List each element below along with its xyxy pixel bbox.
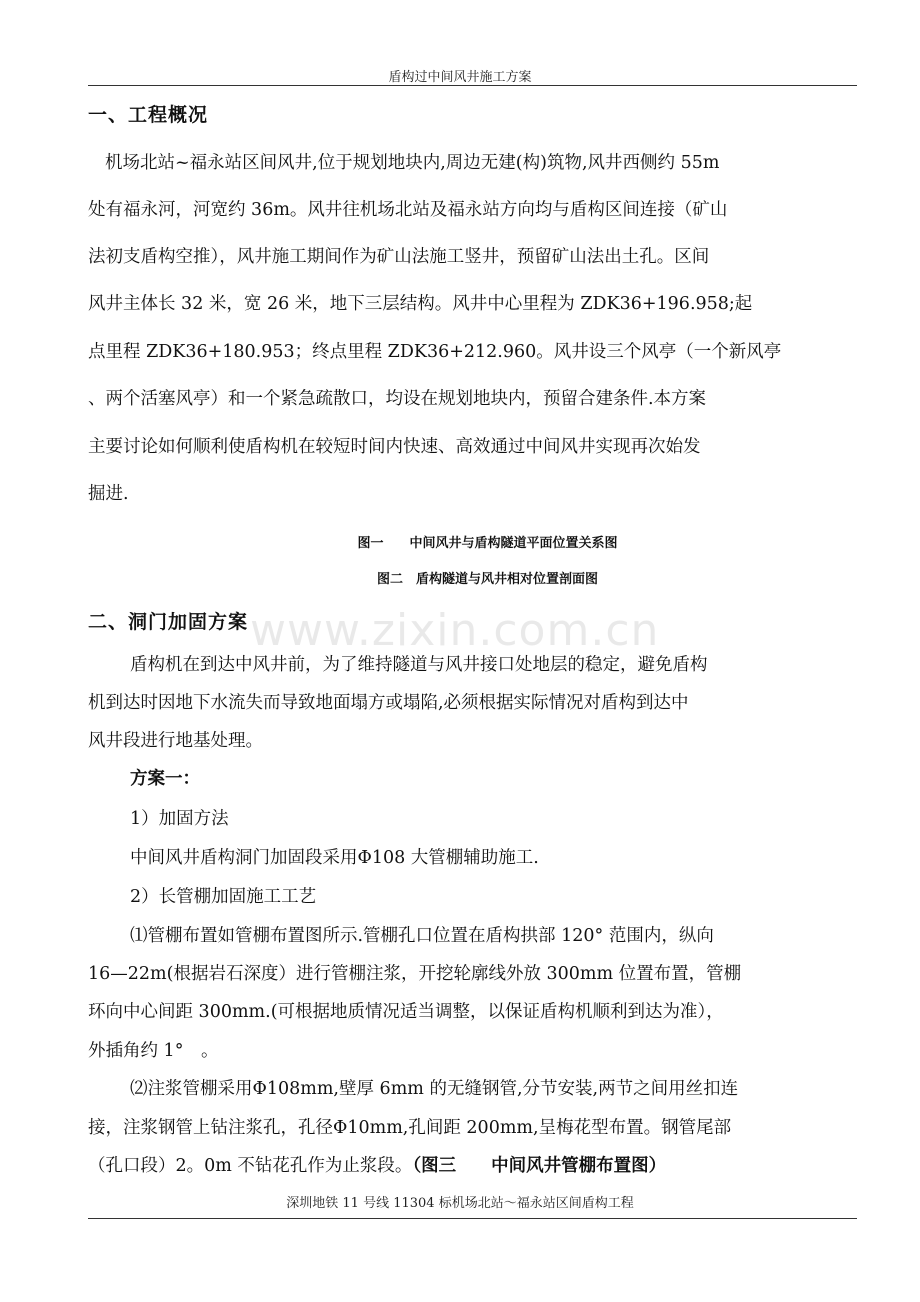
watermark: www.zixin.com.cn [250, 605, 660, 656]
process-p2-line: 接，注浆钢管上钻注浆孔，孔径Φ10mm,孔间距 200mm,呈梅花型布置。钢管尾部 [88, 1118, 732, 1138]
process-p2-text: （孔口段）2。0m 不钻花孔作为止浆段。 [88, 1156, 413, 1176]
section1-line: 风井主体长 32 米，宽 26 米，地下三层结构。风井中心里程为 ZDK36+196.958;起 [88, 294, 753, 314]
process-p1-line: ⑴管棚布置如管棚布置图所示.管棚孔口位置在盾构拱部 120° 范围内，纵向 [130, 926, 714, 946]
process-p2-last [88, 1158, 666, 1176]
section2-intro-line: 风井段进行地基处理。 [88, 731, 263, 751]
section2-heading: 二、洞门加固方案 [88, 611, 249, 633]
section1-line: 处有福永河，河宽约 36m。风井往机场北站及福永站方向均与盾构区间连接（矿山 [88, 200, 728, 220]
page-header: 盾构过中间风井施工方案 [388, 70, 532, 85]
section1-line: 主要讨论如何顺利使盾构机在较短时间内快速、高效通过中间风井实现再次始发 [88, 437, 701, 457]
section1-line: 法初支盾构空推），风井施工期间作为矿山法施工竖井，预留矿山法出土孔。区间 [88, 247, 710, 267]
header-rule [88, 85, 857, 86]
footer-rule [88, 1218, 857, 1219]
process-p1-line: 外插角约 1° 。 [88, 1041, 219, 1061]
process-p2-line: ⑵注浆管棚采用Φ108mm,壁厚 6mm 的无缝钢管,分节安装,两节之间用丝扣连 [130, 1079, 739, 1099]
method-title: 1）加固方法 [130, 809, 229, 829]
process-p1-line: 16—22m(根据岩石深度）进行管棚注浆，开挖轮廓线外放 300mm 位置布置，管棚 [88, 964, 742, 984]
plan-one-heading: 方案一： [130, 769, 200, 789]
section2-intro-line: 盾构机在到达中风井前，为了维持隧道与风井接口处地层的稳定，避免盾构 [130, 655, 708, 675]
section1-heading: 一、工程概况 [88, 104, 209, 126]
figure-caption-2: 图二 盾构隧道与风井相对位置剖面图 [376, 572, 598, 587]
section1-line: 点里程 ZDK36+180.953；终点里程 ZDK36+212.960。风井设三个风亭（一个新风亭 [88, 342, 782, 362]
method-text: 中间风井盾构洞门加固段采用Φ108 大管棚辅助施工. [130, 848, 539, 868]
section1-line: 、两个活塞风亭）和一个紧急疏散口，均设在规划地块内，预留合建条件.本方案 [88, 389, 707, 409]
section2-intro-line: 机到达时因地下水流失而导致地面塌方或塌陷,必须根据实际情况对盾构到达中 [88, 693, 689, 713]
process-title: 2）长管棚加固施工工艺 [130, 887, 317, 907]
figure-caption-1: 图一 中间风井与盾构隧道平面位置关系图 [357, 536, 618, 551]
process-p1-line: 环向中心间距 300mm.(可根据地质情况适当调整，以保证盾构机顺利到达为准）， [88, 1002, 724, 1022]
page-footer: 深圳地铁 11 号线 11304 标机场北站～福永站区间盾构工程 [286, 1196, 634, 1211]
figure-caption-3: （图三 中间风井管棚布置图） [412, 1156, 667, 1176]
section1-line: 掘进. [88, 484, 129, 504]
section1-line: 机场北站~福永站区间风井,位于规划地块内,周边无建(构)筑物,风井西侧约 55m [105, 153, 720, 173]
